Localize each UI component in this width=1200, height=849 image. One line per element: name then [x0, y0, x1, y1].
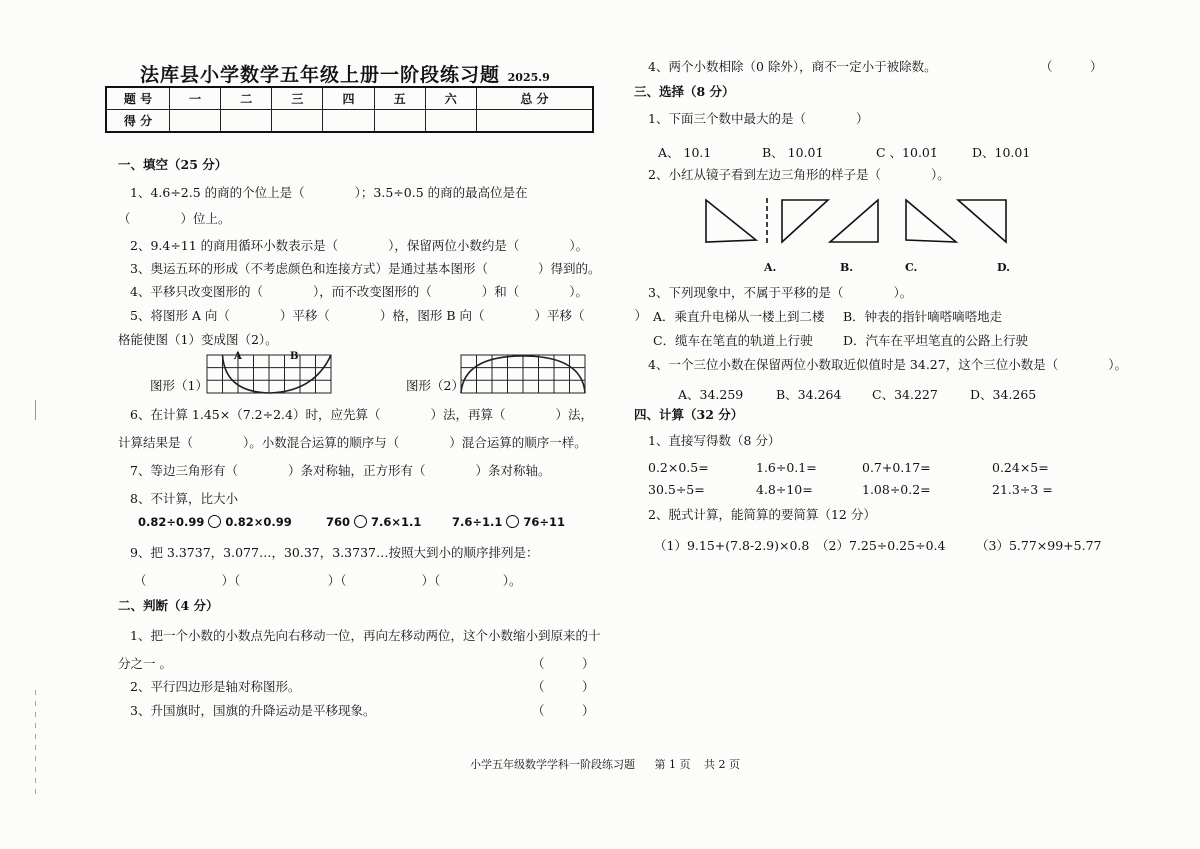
expr-3: （3）5.77×99+5.77	[976, 538, 1102, 553]
s1-q6-line2: 计算结果是（ ）。小数混合运算的顺序与（ ）混合运算的顺序一样。	[118, 435, 587, 450]
calc-item: 21.3÷3 =	[992, 482, 1053, 497]
section3-heading: 三、选择（8 分）	[634, 84, 735, 99]
s3-q3-option-a[interactable]: A．乘直升电梯从一楼上到二楼	[653, 309, 825, 324]
s3-q4-option-c[interactable]: C、34.227	[872, 387, 938, 402]
s4-sub2: 2、脱式计算，能简算的要简算（12 分）	[648, 507, 876, 522]
s1-q9: 9、把 3.3737，3.077…，30.37，3.3737…按照大到小的顺序排列是：	[130, 545, 539, 560]
s2-q1-answer[interactable]: （ ）	[532, 656, 595, 671]
score-cell[interactable]	[374, 110, 425, 133]
footer-total: 共 2 页	[704, 758, 740, 771]
calc-item: 0.7+0.17=	[862, 460, 931, 475]
section2-heading: 二、判断（4 分）	[118, 598, 219, 613]
score-header-cell: 总 分	[476, 87, 593, 110]
s1-q7: 7、等边三角形有（ ）条对称轴，正方形有（ ）条对称轴。	[130, 463, 551, 478]
exam-date: 2025.9	[507, 71, 550, 84]
option-d-triangle	[958, 200, 1006, 242]
score-cell[interactable]	[272, 110, 323, 133]
exam-title: 法库县小学数学五年级上册一阶段练习题 2025.9	[140, 64, 550, 86]
s3-q1-option-a[interactable]: A、 10.1	[658, 145, 712, 160]
score-cell[interactable]	[221, 110, 272, 133]
expr-1: （1）9.15+(7.8-2.9)×0.8	[654, 538, 810, 553]
score-header-cell: 四	[323, 87, 374, 110]
s3-q4: 4、一个三位小数在保留两位小数取近似值时是 34.27，这个三位小数是（ ）。	[648, 357, 1127, 372]
compare-circle-3[interactable]	[506, 515, 519, 528]
figure2-label: 图形（2）	[406, 378, 464, 393]
option-a-triangle	[782, 200, 828, 242]
score-cell[interactable]	[476, 110, 593, 133]
s2-q3-answer[interactable]: （ ）	[532, 703, 595, 718]
s1-q9-blanks: （ ）（ ）（ ）（ ）。	[134, 573, 522, 588]
s1-q5-line2: 格能使图（1）变成图（2）。	[118, 332, 278, 347]
calc-item: 0.2×0.5=	[648, 460, 709, 475]
s3-q3-option-b[interactable]: B．钟表的指针嘀嗒嘀嗒地走	[843, 309, 1003, 324]
option-b-triangle	[830, 200, 878, 242]
s3-q2-option-d[interactable]: D.	[997, 261, 1010, 274]
s4-sub1: 1、直接写得数（8 分）	[648, 433, 781, 448]
s1-q1-line1: 1、4.6÷2.5 的商的个位上是（ ）；3.5÷0.5 的商的最高位是在	[130, 185, 528, 200]
s3-q2-option-c[interactable]: C.	[905, 261, 918, 274]
s1-q8: 8、不计算，比大小	[130, 491, 238, 506]
s2-q3: 3、升国旗时，国旗的升降运动是平移现象。	[130, 703, 376, 718]
mirror-triangles-figure	[700, 196, 1020, 248]
compare-circle-1[interactable]	[208, 515, 221, 528]
binding-line	[34, 0, 36, 849]
s3-q4-option-a[interactable]: A、34.259	[678, 387, 744, 402]
s1-q6-line1: 6、在计算 1.45×（7.2÷2.4）时，应先算（ ）法，再算（ ）法，	[130, 407, 593, 422]
s2-q1-line2: 分之一 。	[118, 656, 172, 671]
compare-circle-2[interactable]	[354, 515, 367, 528]
footer-page: 第 1 页	[654, 758, 691, 771]
score-header-cell: 六	[425, 87, 476, 110]
s1-q8-compare-2: 760 7.6×1.1	[326, 515, 422, 529]
score-cell[interactable]	[323, 110, 374, 133]
score-header-cell: 三	[272, 87, 323, 110]
calc-item: 4.8÷10=	[756, 482, 813, 497]
s3-q1-option-b[interactable]: B、 10.0̇1̇	[762, 145, 824, 160]
s2-q1-line1: 1、把一个小数的小数点先向右移动一位，再向左移动两位，这个小数缩小到原来的十	[130, 628, 601, 643]
s2-q4-answer[interactable]: （ ）	[1040, 59, 1103, 74]
s3-q2: 2、小红从镜子看到左边三角形的样子是（ ）。	[648, 167, 950, 182]
score-header-cell: 二	[221, 87, 272, 110]
score-cell[interactable]	[170, 110, 221, 133]
score-header-cell: 题 号	[106, 87, 170, 110]
s3-q3-option-d[interactable]: D．汽车在平坦笔直的公路上行驶	[843, 333, 1029, 348]
s1-q4: 4、平移只改变图形的（ ），而不改变图形的（ ）和（ ）。	[130, 284, 588, 299]
s3-q4-option-d[interactable]: D、34.265	[970, 387, 1037, 402]
figure2-grid	[460, 354, 586, 394]
figure1-label: 图形（1）	[150, 378, 208, 393]
score-cell[interactable]	[425, 110, 476, 133]
s3-q3: 3、下列现象中，不属于平移的是（ ）。	[648, 285, 913, 300]
s2-q2: 2、平行四边形是轴对称图形。	[130, 679, 301, 694]
expr-2: （2）7.25÷0.25÷0.4	[816, 538, 946, 553]
s3-q2-option-a[interactable]: A.	[764, 261, 777, 274]
score-header-cell: 一	[170, 87, 221, 110]
s1-q1-line2: （ ）位上。	[118, 211, 231, 226]
score-header-row	[106, 87, 593, 110]
score-row-label: 得 分	[106, 110, 170, 133]
score-table	[105, 86, 594, 133]
footer-title: 小学五年级数学学科一阶段练习题	[470, 758, 635, 771]
figure1-grid	[206, 354, 332, 394]
figure1-label-b: B	[290, 351, 299, 362]
s3-q1-option-d[interactable]: D、10.01	[972, 145, 1031, 160]
s3-q4-option-b[interactable]: B、34.264	[776, 387, 842, 402]
s1-q8-compare-3: 7.6÷1.1 76÷11	[452, 515, 566, 529]
calc-item: 1.08÷0.2=	[862, 482, 931, 497]
s2-q2-answer[interactable]: （ ）	[532, 679, 595, 694]
s3-q1-option-c[interactable]: C 、10.01̇	[876, 145, 938, 160]
s3-q3-option-c[interactable]: C．缆车在笔直的轨道上行驶	[653, 333, 813, 348]
s1-q2: 2、9.4÷11 的商用循环小数表示是（ ），保留两位小数约是（ ）。	[130, 238, 589, 253]
calc-item: 0.24×5=	[992, 460, 1049, 475]
score-header-cell: 五	[374, 87, 425, 110]
section1-heading: 一、填空（25 分）	[118, 157, 228, 172]
s1-q5-line1: 5、将图形 A 向（ ）平移（ ）格，图形 B 向（ ）平移（ ）	[130, 308, 648, 323]
s1-q8-compare-1: 0.82÷0.99 0.82×0.99	[138, 515, 292, 529]
section4-heading: 四、计算（32 分）	[634, 407, 744, 422]
score-value-row	[106, 110, 593, 133]
figure1-label-a: A	[234, 351, 242, 362]
calc-item: 1.6÷0.1=	[756, 460, 817, 475]
s2-q4: 4、两个小数相除（0 除外），商不一定小于被除数。	[648, 59, 937, 74]
s3-q2-option-b[interactable]: B.	[840, 261, 854, 274]
footer	[470, 756, 740, 772]
original-triangle	[706, 200, 756, 242]
option-c-triangle	[906, 200, 956, 242]
s3-q1: 1、下面三个数中最大的是（ ）	[648, 111, 869, 126]
s1-q3: 3、奥运五环的形成（不考虑颜色和连接方式）是通过基本图形（ ）得到的。	[130, 261, 601, 276]
calc-item: 30.5÷5=	[648, 482, 705, 497]
